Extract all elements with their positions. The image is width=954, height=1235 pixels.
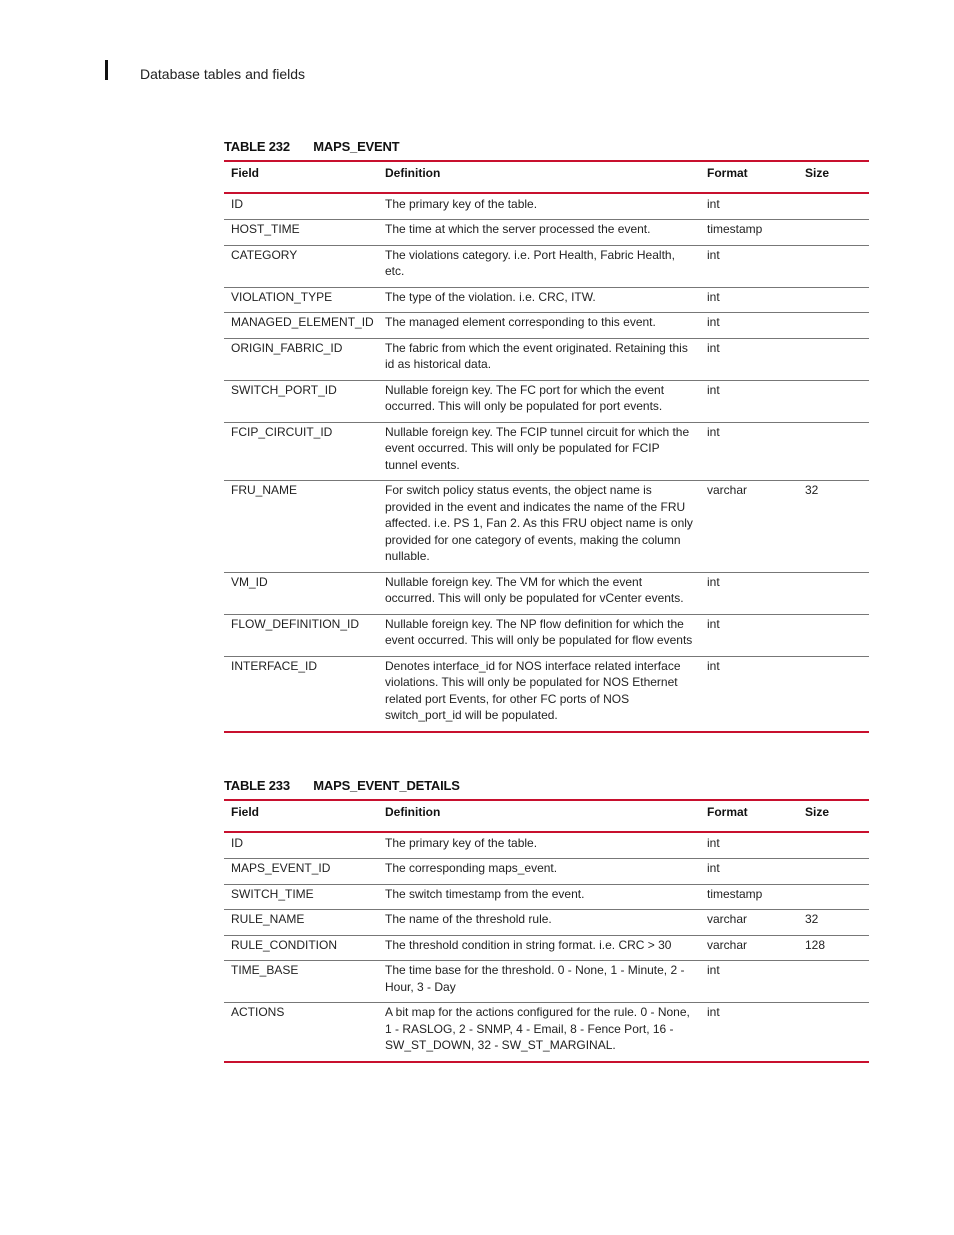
cell-definition: Denotes interface_id for NOS interface related interface violations. This will only be populated for NOS Ethernet related port Events, for other FC ports of NOS switch_port_id will be populated. [379,656,701,732]
cell-size [799,193,869,220]
cell-definition: The violations category. i.e. Port Health, Fabric Health, etc. [379,245,701,287]
cell-size [799,656,869,732]
cell-field: VM_ID [224,572,379,614]
table-row [224,961,869,1003]
cell-size [799,245,869,287]
cell-format: int [701,656,799,732]
cell-definition: Nullable foreign key. The FC port for which the event occurred. This will only be populated for port events. [379,380,701,422]
cell-format: int [701,422,799,481]
table-body [224,832,869,1062]
cell-size: 128 [799,935,869,961]
maps-event-table [224,160,869,733]
cell-field: VIOLATION_TYPE [224,287,379,313]
cell-definition: The fabric from which the event originated. Retaining this id as historical data. [379,338,701,380]
table-header [224,161,869,193]
cell-field: ACTIONS [224,1003,379,1062]
cell-size [799,338,869,380]
column-header-format: Format [707,805,748,819]
cell-format: int [701,961,799,1003]
cell-format: int [701,313,799,339]
cell-field: FCIP_CIRCUIT_ID [224,422,379,481]
cell-size [799,220,869,246]
cell-size [799,313,869,339]
cell-field: FRU_NAME [224,481,379,573]
cell-size [799,614,869,656]
table-row [224,287,869,313]
cell-size [799,287,869,313]
cell-size [799,832,869,859]
cell-format: timestamp [701,220,799,246]
cell-size: 32 [799,910,869,936]
table-row [224,910,869,936]
table-row [224,572,869,614]
table-233-caption [224,778,460,793]
cell-size [799,961,869,1003]
column-header-definition: Definition [385,805,441,819]
cell-field: FLOW_DEFINITION_ID [224,614,379,656]
table-row [224,884,869,910]
cell-field: ID [224,832,379,859]
table-row [224,656,869,732]
table-row [224,338,869,380]
column-header-definition: Definition [385,166,441,180]
cell-field: ORIGIN_FABRIC_ID [224,338,379,380]
maps-event-details-table [224,799,869,1063]
cell-size: 32 [799,481,869,573]
column-header-size: Size [805,805,830,819]
table-row [224,220,869,246]
cell-definition: Nullable foreign key. The NP flow definition for which the event occurred. This will only be populated for flow events [379,614,701,656]
cell-definition: For switch policy status events, the object name is provided in the event and indicates the name of the FRU affected. i.e. PS 1, Fan 2. As this FRU object name is only provided for one category of events, making the column nullable. [379,481,701,573]
cell-size [799,1003,869,1062]
cell-definition: The time at which the server processed the event. [379,220,701,246]
cell-definition: Nullable foreign key. The VM for which the event occurred. This will only be populated for vCenter events. [379,572,701,614]
cell-field: HOST_TIME [224,220,379,246]
cell-definition: A bit map for the actions configured for the rule. 0 - None, 1 - RASLOG, 2 - SNMP, 4 - Email, 8 - Fence Port, 16 - SW_ST_DOWN, 32 - SW_ST_MARGINAL. [379,1003,701,1062]
cell-field: SWITCH_TIME [224,884,379,910]
table-row [224,832,869,859]
cell-field: CATEGORY [224,245,379,287]
table-row [224,859,869,885]
table-caption-name: MAPS_EVENT [313,139,400,154]
cell-size [799,422,869,481]
cell-format: varchar [701,910,799,936]
table-row [224,380,869,422]
column-header-field: Field [231,805,260,819]
change-bar [105,60,108,80]
cell-field: RULE_NAME [224,910,379,936]
cell-format: int [701,338,799,380]
cell-size [799,572,869,614]
table-caption-number: TABLE 232 [224,139,290,154]
table-caption-number: TABLE 233 [224,778,290,793]
column-header-field: Field [231,166,260,180]
cell-format: int [701,572,799,614]
cell-size [799,884,869,910]
cell-definition: The switch timestamp from the event. [379,884,701,910]
running-header: Database tables and fields [140,66,305,82]
table-body [224,193,869,732]
cell-format: int [701,1003,799,1062]
cell-field: SWITCH_PORT_ID [224,380,379,422]
column-header-size: Size [805,166,830,180]
cell-format: int [701,859,799,885]
table-row [224,245,869,287]
table-row [224,422,869,481]
table-232-caption [224,139,399,154]
cell-definition: The name of the threshold rule. [379,910,701,936]
cell-format: int [701,380,799,422]
cell-size [799,380,869,422]
cell-format: int [701,287,799,313]
cell-format: int [701,193,799,220]
table-row [224,935,869,961]
cell-definition: The managed element corresponding to this event. [379,313,701,339]
cell-definition: The type of the violation. i.e. CRC, ITW. [379,287,701,313]
table-row [224,1003,869,1062]
cell-format: varchar [701,481,799,573]
cell-format: int [701,245,799,287]
cell-field: MANAGED_ELEMENT_ID [224,313,379,339]
table-row [224,481,869,573]
cell-definition: The threshold condition in string format. i.e. CRC > 30 [379,935,701,961]
cell-format: timestamp [701,884,799,910]
table-caption-name: MAPS_EVENT_DETAILS [313,778,460,793]
table-row [224,614,869,656]
cell-definition: The corresponding maps_event. [379,859,701,885]
cell-field: INTERFACE_ID [224,656,379,732]
cell-field: RULE_CONDITION [224,935,379,961]
cell-format: varchar [701,935,799,961]
cell-size [799,859,869,885]
table-row [224,313,869,339]
cell-field: TIME_BASE [224,961,379,1003]
column-header-format: Format [707,166,748,180]
cell-definition: The primary key of the table. [379,832,701,859]
cell-definition: The time base for the threshold. 0 - None, 1 - Minute, 2 - Hour, 3 - Day [379,961,701,1003]
cell-field: ID [224,193,379,220]
cell-field: MAPS_EVENT_ID [224,859,379,885]
cell-definition: Nullable foreign key. The FCIP tunnel circuit for which the event occurred. This will only be populated for FCIP tunnel events. [379,422,701,481]
cell-format: int [701,832,799,859]
table-row [224,193,869,220]
table-header [224,800,869,832]
cell-definition: The primary key of the table. [379,193,701,220]
cell-format: int [701,614,799,656]
